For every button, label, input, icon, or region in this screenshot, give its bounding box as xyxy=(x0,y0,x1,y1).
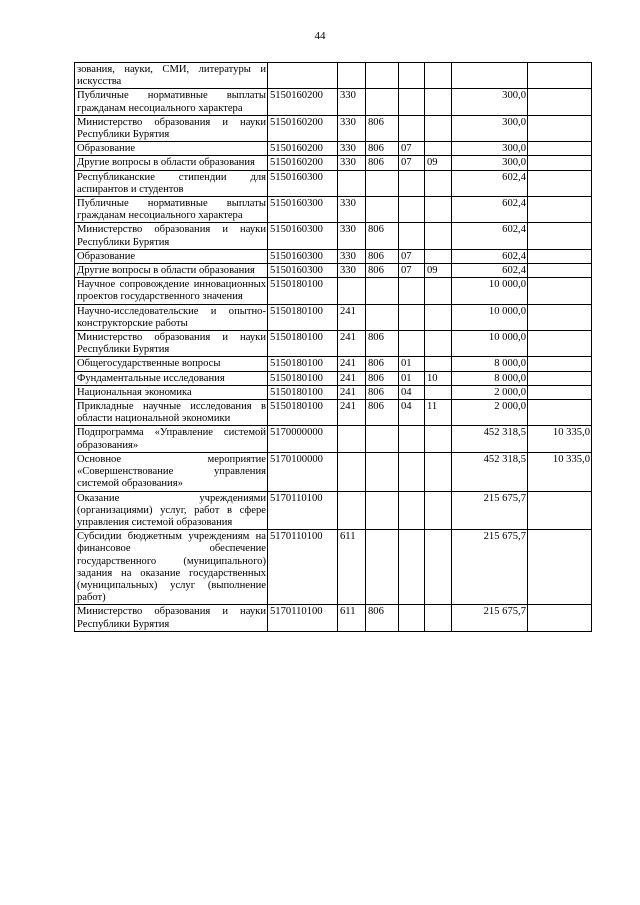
target-article-cell: 5150180100 xyxy=(268,357,338,371)
expense-type-cell xyxy=(338,491,366,530)
amount-cell: 10 000,0 xyxy=(452,304,528,330)
subsection-cell xyxy=(425,385,452,399)
ministry-code-cell: 806 xyxy=(366,249,399,263)
ministry-code-cell xyxy=(366,452,399,491)
amount-cell: 602,4 xyxy=(452,170,528,196)
amount-extra-cell xyxy=(528,331,592,357)
amount-cell: 602,4 xyxy=(452,249,528,263)
section-cell: 07 xyxy=(399,264,425,278)
ministry-code-cell xyxy=(366,304,399,330)
subsection-cell xyxy=(425,452,452,491)
amount-extra-cell xyxy=(528,197,592,223)
section-cell xyxy=(399,115,425,141)
amount-cell: 2 000,0 xyxy=(452,385,528,399)
section-cell: 01 xyxy=(399,357,425,371)
amount-cell: 10 000,0 xyxy=(452,331,528,357)
table-row xyxy=(75,491,592,530)
subsection-cell xyxy=(425,357,452,371)
section-cell: 01 xyxy=(399,371,425,385)
expense-type-cell: 330 xyxy=(338,249,366,263)
amount-extra-cell: 10 335,0 xyxy=(528,426,592,452)
amount-extra-cell: 10 335,0 xyxy=(528,452,592,491)
amount-cell: 602,4 xyxy=(452,197,528,223)
amount-cell: 215 675,7 xyxy=(452,491,528,530)
table-row xyxy=(75,170,592,196)
target-article-cell: 5150160300 xyxy=(268,170,338,196)
target-article-cell xyxy=(268,63,338,89)
amount-extra-cell xyxy=(528,115,592,141)
expense-type-cell: 241 xyxy=(338,304,366,330)
amount-cell: 300,0 xyxy=(452,115,528,141)
ministry-code-cell: 806 xyxy=(366,331,399,357)
amount-cell: 8 000,0 xyxy=(452,371,528,385)
table-row xyxy=(75,249,592,263)
table-body xyxy=(75,63,592,632)
expense-name-cell: Публичные нормативные выплаты гражданам несоциального характера xyxy=(75,89,268,115)
table-row xyxy=(75,89,592,115)
section-cell xyxy=(399,331,425,357)
expense-type-cell xyxy=(338,452,366,491)
target-article-cell: 5170110100 xyxy=(268,491,338,530)
table-row xyxy=(75,400,592,426)
subsection-cell: 10 xyxy=(425,371,452,385)
target-article-cell: 5150160300 xyxy=(268,249,338,263)
section-cell xyxy=(399,89,425,115)
section-cell xyxy=(399,223,425,249)
subsection-cell xyxy=(425,142,452,156)
amount-extra-cell xyxy=(528,89,592,115)
table-row xyxy=(75,605,592,631)
amount-extra-cell xyxy=(528,63,592,89)
expense-name-cell: Республиканские стипендии для аспирантов и студентов xyxy=(75,170,268,196)
amount-cell: 452 318,5 xyxy=(452,452,528,491)
expense-name-cell: зования, науки, СМИ, литературы и искусства xyxy=(75,63,268,89)
expense-name-cell: Образование xyxy=(75,249,268,263)
ministry-code-cell xyxy=(366,278,399,304)
budget-table xyxy=(74,62,592,632)
expense-name-cell: Научно-исследовательские и опытно-конструкторские работы xyxy=(75,304,268,330)
amount-extra-cell xyxy=(528,357,592,371)
section-cell xyxy=(399,452,425,491)
table-row xyxy=(75,264,592,278)
expense-type-cell: 330 xyxy=(338,197,366,223)
ministry-code-cell xyxy=(366,89,399,115)
amount-extra-cell xyxy=(528,142,592,156)
amount-extra-cell xyxy=(528,304,592,330)
ministry-code-cell xyxy=(366,170,399,196)
subsection-cell xyxy=(425,331,452,357)
target-article-cell: 5150160300 xyxy=(268,223,338,249)
expense-type-cell: 241 xyxy=(338,331,366,357)
expense-name-cell: Министерство образования и науки Республики Бурятия xyxy=(75,223,268,249)
amount-cell: 10 000,0 xyxy=(452,278,528,304)
expense-name-cell: Образование xyxy=(75,142,268,156)
subsection-cell xyxy=(425,63,452,89)
expense-type-cell: 241 xyxy=(338,385,366,399)
expense-name-cell: Прикладные научные исследования в области национальной экономики xyxy=(75,400,268,426)
section-cell xyxy=(399,605,425,631)
section-cell: 04 xyxy=(399,400,425,426)
table-row xyxy=(75,530,592,605)
amount-cell: 602,4 xyxy=(452,223,528,249)
target-article-cell: 5150160200 xyxy=(268,89,338,115)
expense-name-cell: Фундаментальные исследования xyxy=(75,371,268,385)
ministry-code-cell xyxy=(366,197,399,223)
amount-extra-cell xyxy=(528,278,592,304)
amount-extra-cell xyxy=(528,385,592,399)
expense-name-cell: Публичные нормативные выплаты гражданам несоциального характера xyxy=(75,197,268,223)
ministry-code-cell: 806 xyxy=(366,264,399,278)
table-row xyxy=(75,331,592,357)
section-cell xyxy=(399,170,425,196)
table-row xyxy=(75,115,592,141)
subsection-cell xyxy=(425,426,452,452)
table-row xyxy=(75,197,592,223)
target-article-cell: 5150160300 xyxy=(268,264,338,278)
ministry-code-cell: 806 xyxy=(366,400,399,426)
ministry-code-cell: 806 xyxy=(366,385,399,399)
subsection-cell: 09 xyxy=(425,264,452,278)
amount-extra-cell xyxy=(528,605,592,631)
target-article-cell: 5150180100 xyxy=(268,278,338,304)
target-article-cell: 5150180100 xyxy=(268,400,338,426)
amount-cell: 215 675,7 xyxy=(452,605,528,631)
amount-extra-cell xyxy=(528,249,592,263)
expense-type-cell xyxy=(338,170,366,196)
section-cell xyxy=(399,491,425,530)
expense-name-cell: Подпрограмма «Управление системой образования» xyxy=(75,426,268,452)
ministry-code-cell xyxy=(366,426,399,452)
subsection-cell xyxy=(425,605,452,631)
ministry-code-cell xyxy=(366,530,399,605)
expense-type-cell: 241 xyxy=(338,400,366,426)
amount-extra-cell xyxy=(528,371,592,385)
expense-name-cell: Министерство образования и науки Республики Бурятия xyxy=(75,115,268,141)
expense-type-cell: 330 xyxy=(338,89,366,115)
table-row xyxy=(75,223,592,249)
amount-cell: 300,0 xyxy=(452,156,528,170)
amount-extra-cell xyxy=(528,264,592,278)
expense-type-cell: 330 xyxy=(338,223,366,249)
ministry-code-cell: 806 xyxy=(366,357,399,371)
table-row xyxy=(75,357,592,371)
target-article-cell: 5170000000 xyxy=(268,426,338,452)
expense-type-cell: 241 xyxy=(338,357,366,371)
section-cell xyxy=(399,63,425,89)
expense-type-cell: 611 xyxy=(338,530,366,605)
expense-type-cell xyxy=(338,63,366,89)
subsection-cell xyxy=(425,223,452,249)
expense-name-cell: Другие вопросы в области образования xyxy=(75,264,268,278)
target-article-cell: 5150160300 xyxy=(268,197,338,223)
expense-name-cell: Общегосударственные вопросы xyxy=(75,357,268,371)
table-row xyxy=(75,385,592,399)
ministry-code-cell: 806 xyxy=(366,115,399,141)
target-article-cell: 5150160200 xyxy=(268,142,338,156)
section-cell xyxy=(399,426,425,452)
expense-name-cell: Другие вопросы в области образования xyxy=(75,156,268,170)
expense-type-cell: 611 xyxy=(338,605,366,631)
target-article-cell: 5150160200 xyxy=(268,156,338,170)
expense-type-cell xyxy=(338,278,366,304)
table-row xyxy=(75,142,592,156)
ministry-code-cell xyxy=(366,63,399,89)
section-cell: 07 xyxy=(399,249,425,263)
amount-extra-cell xyxy=(528,491,592,530)
ministry-code-cell: 806 xyxy=(366,223,399,249)
amount-cell xyxy=(452,63,528,89)
target-article-cell: 5150180100 xyxy=(268,385,338,399)
table-row xyxy=(75,426,592,452)
subsection-cell xyxy=(425,115,452,141)
subsection-cell: 09 xyxy=(425,156,452,170)
amount-cell: 452 318,5 xyxy=(452,426,528,452)
expense-type-cell: 241 xyxy=(338,371,366,385)
subsection-cell xyxy=(425,304,452,330)
amount-cell: 215 675,7 xyxy=(452,530,528,605)
expense-name-cell: Национальная экономика xyxy=(75,385,268,399)
target-article-cell: 5150160200 xyxy=(268,115,338,141)
expense-type-cell: 330 xyxy=(338,115,366,141)
ministry-code-cell: 806 xyxy=(366,605,399,631)
subsection-cell xyxy=(425,530,452,605)
ministry-code-cell: 806 xyxy=(366,371,399,385)
section-cell: 07 xyxy=(399,156,425,170)
subsection-cell xyxy=(425,197,452,223)
ministry-code-cell xyxy=(366,491,399,530)
table-row xyxy=(75,452,592,491)
table-row xyxy=(75,156,592,170)
subsection-cell xyxy=(425,89,452,115)
target-article-cell: 5150180100 xyxy=(268,304,338,330)
table-row xyxy=(75,63,592,89)
subsection-cell xyxy=(425,278,452,304)
target-article-cell: 5170110100 xyxy=(268,605,338,631)
section-cell xyxy=(399,530,425,605)
amount-extra-cell xyxy=(528,530,592,605)
expense-name-cell: Основное мероприятие «Совершенствование управления системой образования» xyxy=(75,452,268,491)
section-cell xyxy=(399,304,425,330)
ministry-code-cell: 806 xyxy=(366,142,399,156)
section-cell xyxy=(399,278,425,304)
section-cell: 04 xyxy=(399,385,425,399)
expense-type-cell: 330 xyxy=(338,156,366,170)
expense-type-cell xyxy=(338,426,366,452)
target-article-cell: 5170110100 xyxy=(268,530,338,605)
expense-name-cell: Оказание учреждениями (организациями) услуг, работ в сфере управления системой образования xyxy=(75,491,268,530)
section-cell: 07 xyxy=(399,142,425,156)
target-article-cell: 5150180100 xyxy=(268,331,338,357)
expense-name-cell: Субсидии бюджетным учреждениям на финансовое обеспечение государственного (муниципального) задания на оказание государственных (муниципальных) услуг (выполнение работ) xyxy=(75,530,268,605)
expense-type-cell: 330 xyxy=(338,142,366,156)
expense-type-cell: 330 xyxy=(338,264,366,278)
page-number: 44 xyxy=(314,30,326,42)
amount-cell: 2 000,0 xyxy=(452,400,528,426)
table-row xyxy=(75,304,592,330)
amount-extra-cell xyxy=(528,400,592,426)
target-article-cell: 5170100000 xyxy=(268,452,338,491)
amount-cell: 300,0 xyxy=(452,142,528,156)
expense-name-cell: Министерство образования и науки Республики Бурятия xyxy=(75,605,268,631)
amount-cell: 300,0 xyxy=(452,89,528,115)
amount-extra-cell xyxy=(528,170,592,196)
amount-extra-cell xyxy=(528,223,592,249)
ministry-code-cell: 806 xyxy=(366,156,399,170)
amount-cell: 8 000,0 xyxy=(452,357,528,371)
subsection-cell xyxy=(425,491,452,530)
target-article-cell: 5150180100 xyxy=(268,371,338,385)
section-cell xyxy=(399,197,425,223)
amount-cell: 602,4 xyxy=(452,264,528,278)
table-row xyxy=(75,278,592,304)
table-row xyxy=(75,371,592,385)
subsection-cell xyxy=(425,170,452,196)
expense-name-cell: Научное сопровождение инновационных проектов государственного значения xyxy=(75,278,268,304)
subsection-cell: 11 xyxy=(425,400,452,426)
amount-extra-cell xyxy=(528,156,592,170)
expense-name-cell: Министерство образования и науки Республики Бурятия xyxy=(75,331,268,357)
subsection-cell xyxy=(425,249,452,263)
